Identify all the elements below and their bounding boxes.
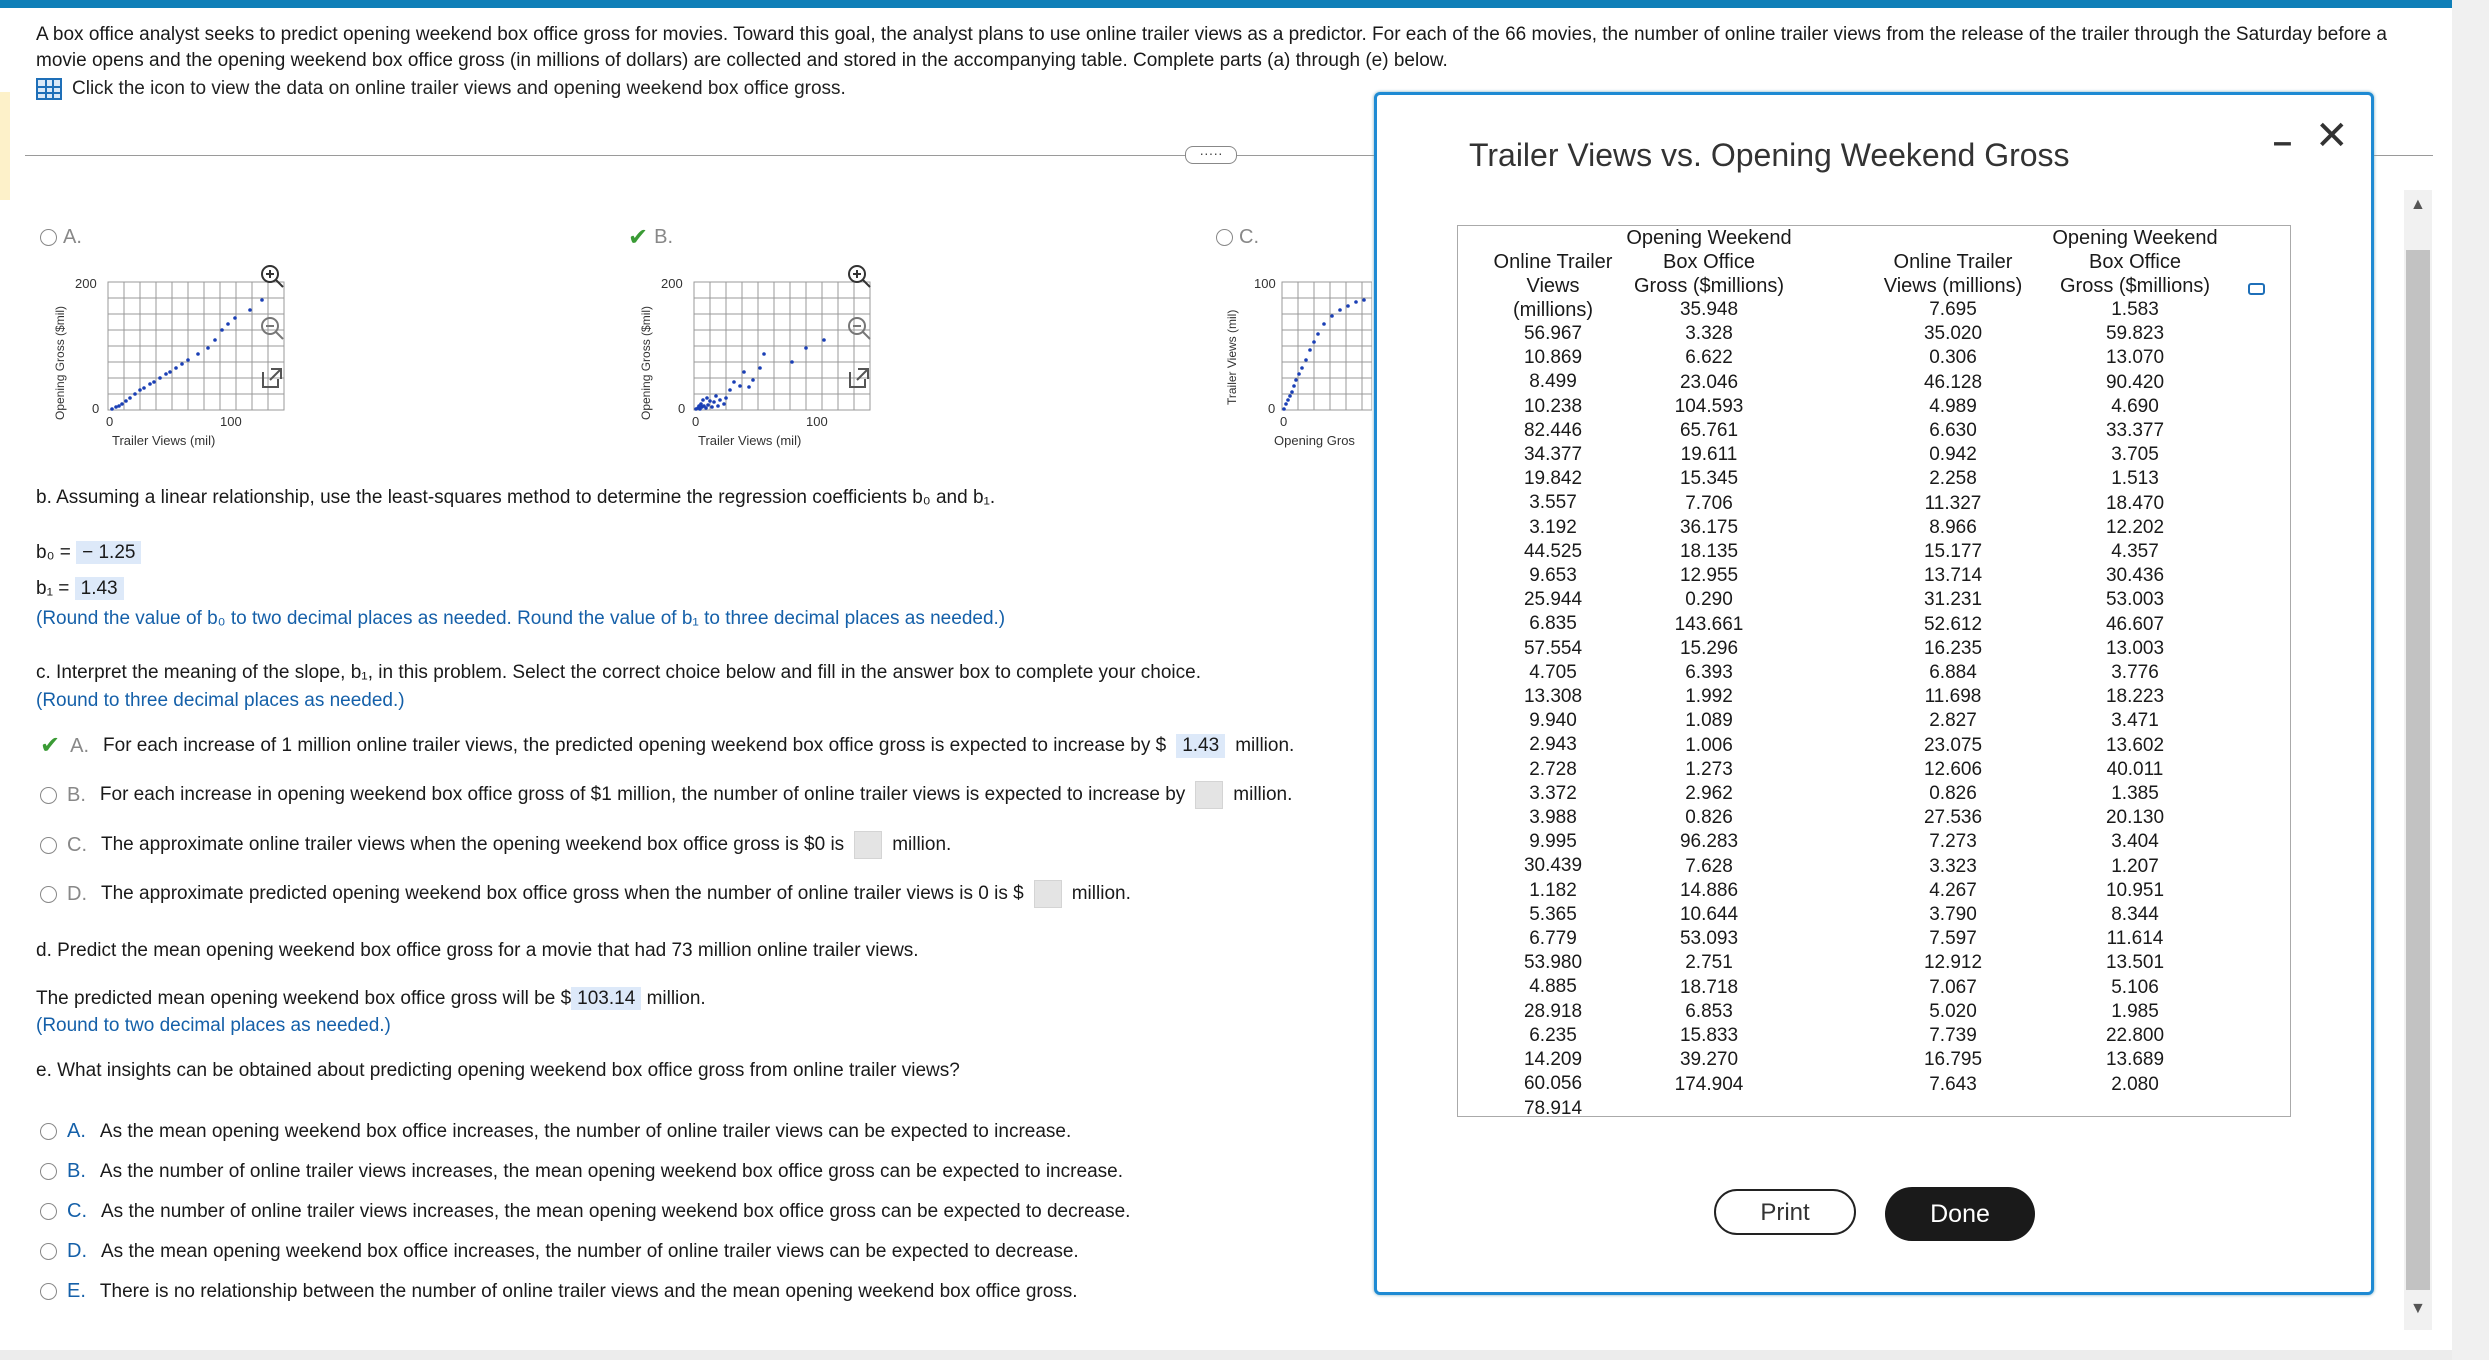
table-cell: 6.884 xyxy=(1929,662,1977,684)
part-c-choice-d[interactable] xyxy=(40,880,1131,908)
plot-c-xzero: 0 xyxy=(1280,414,1288,429)
col-values xyxy=(1488,322,1618,1121)
plot-a-ylabel: Opening Gross ($mil) xyxy=(53,305,67,420)
table-cell: 3.471 xyxy=(2111,710,2159,732)
plot-c-letter: C. xyxy=(1239,226,1259,248)
col-header: Box Office xyxy=(1663,251,1755,273)
zoom-out-icon[interactable] xyxy=(258,314,286,342)
plot-c-xlabel: Opening Gros xyxy=(1274,433,1355,448)
done-button[interactable]: Done xyxy=(1885,1187,2035,1241)
slope-answer[interactable]: 1.43 xyxy=(1176,734,1225,758)
table-cell: 1.992 xyxy=(1685,686,1733,708)
part-d-hint: (Round to two decimal places as needed.) xyxy=(36,1015,391,1036)
table-cell: 28.918 xyxy=(1523,1000,1583,1022)
table-cell: 8.499 xyxy=(1529,371,1577,393)
part-d-answer-row xyxy=(36,988,706,1010)
col-header: Online Trailer xyxy=(1893,251,2013,273)
plot-a-xend: 100 xyxy=(220,414,242,429)
table-cell: 56.967 xyxy=(1523,323,1583,344)
plot-a-letter: A. xyxy=(63,226,82,248)
table-cell: 3.372 xyxy=(1529,782,1577,804)
table-cell: 3.776 xyxy=(2111,662,2159,684)
table-col-views-left xyxy=(1488,226,1618,1121)
prediction-answer[interactable]: 103.14 xyxy=(571,987,641,1010)
table-cell: 1.583 xyxy=(2111,299,2159,320)
part-c-hint: (Round to three decimal places as needed.) xyxy=(36,690,405,711)
col-header: Online Trailer xyxy=(1493,251,1613,273)
choice-text: The approximate online trailer views when the opening weekend box office gross is $0 is xyxy=(101,834,845,855)
table-icon[interactable] xyxy=(36,78,62,100)
col-header: Box Office xyxy=(2089,251,2181,273)
col-header: Gross ($millions) xyxy=(1633,275,1785,297)
table-cell: 9.653 xyxy=(1529,565,1577,587)
plot-b-yzero: 0 xyxy=(678,401,686,416)
table-cell: 12.606 xyxy=(1923,758,1983,780)
table-cell: 39.270 xyxy=(1679,1049,1739,1071)
table-cell: 2.943 xyxy=(1529,734,1577,756)
part-b-hint: (Round the value of b₀ to two decimal places as needed. Round the value of b₁ to three decimal places as needed.) xyxy=(36,608,1006,629)
table-cell: 3.790 xyxy=(1929,904,1977,926)
table-cell: 4.357 xyxy=(2111,541,2159,563)
table-cell: 22.800 xyxy=(2105,1025,2165,1047)
radio-button[interactable] xyxy=(40,1283,57,1300)
table-cell: 16.795 xyxy=(1923,1049,1983,1071)
choice-letter: B. xyxy=(67,783,86,806)
table-cell: 60.056 xyxy=(1523,1073,1583,1095)
choice-suffix: million. xyxy=(1235,735,1295,756)
table-cell: 0.942 xyxy=(1929,444,1977,466)
table-cell: 53.093 xyxy=(1679,928,1739,950)
table-cell: 1.182 xyxy=(1529,879,1577,901)
plot-b-xlabel: Trailer Views (mil) xyxy=(698,433,802,448)
table-cell: 8.966 xyxy=(1929,516,1977,538)
part-d-prompt: d. Predict the mean opening weekend box office gross for a movie that had 73 million online trailer views. xyxy=(36,940,919,961)
plot-b-letter: B. xyxy=(654,226,674,248)
table-cell: 1.006 xyxy=(1685,734,1733,756)
table-cell: 13.714 xyxy=(1923,565,1983,587)
part-b-prompt: b. Assuming a linear relationship, use the least-squares method to determine the regression coefficients b₀ and b₁. xyxy=(36,487,996,508)
table-cell: 19.842 xyxy=(1523,468,1583,490)
table-cell: 23.046 xyxy=(1679,371,1739,393)
plot-c-ylabel: Trailer Views (mil) xyxy=(1225,309,1239,405)
table-col-gross-right xyxy=(2040,226,2230,1097)
zoom-out-icon[interactable] xyxy=(845,314,873,342)
minimize-icon[interactable]: – xyxy=(2273,123,2292,161)
table-cell: 0.826 xyxy=(1929,783,1977,805)
choice-suffix: million. xyxy=(1233,784,1293,805)
table-cell: 3.323 xyxy=(1929,855,1977,877)
choice-text: For each increase of 1 million online trailer views, the predicted opening weekend box office gross is expected to increase by $ xyxy=(103,735,1167,756)
table-cell: 2.728 xyxy=(1529,758,1577,780)
table-cell: 1.513 xyxy=(2111,468,2159,490)
plot-a-yzero: 0 xyxy=(92,401,100,416)
choice-text: As the number of online trailer views increases, the mean opening weekend box office gross can be expected to increase. xyxy=(99,1160,1123,1182)
table-cell: 3.557 xyxy=(1529,492,1577,514)
table-cell: 4.705 xyxy=(1529,661,1577,683)
col-values xyxy=(1878,298,2028,1097)
table-cell: 3.988 xyxy=(1529,807,1577,829)
table-cell: 2.080 xyxy=(2111,1073,2159,1095)
table-cell: 15.296 xyxy=(1679,637,1739,659)
table-cell: 15.177 xyxy=(1923,541,1983,563)
table-cell: 7.067 xyxy=(1929,976,1977,998)
table-cell: 7.695 xyxy=(1929,299,1977,320)
col-header: Opening Weekend xyxy=(1626,227,1792,249)
table-cell: 18.470 xyxy=(2105,492,2165,514)
table-cell: 11.327 xyxy=(1924,492,1982,514)
choice-letter: D. xyxy=(67,1240,87,1262)
table-cell: 0.306 xyxy=(1929,347,1977,369)
choice-letter: D. xyxy=(67,882,87,905)
table-cell: 6.779 xyxy=(1529,928,1577,950)
table-cell: 9.995 xyxy=(1529,831,1577,853)
choice-text: For each increase in opening weekend box office gross of $1 million, the number of online trailer views is expected to increase by xyxy=(99,784,1186,805)
close-icon[interactable]: ✕ xyxy=(2315,114,2349,158)
answer-box[interactable] xyxy=(1195,781,1223,809)
table-cell: 2.258 xyxy=(1929,468,1977,490)
table-cell: 46.128 xyxy=(1923,371,1983,393)
table-cell: 96.283 xyxy=(1679,831,1739,853)
table-cell: 4.989 xyxy=(1929,395,1977,417)
table-cell: 5.020 xyxy=(1929,1000,1977,1022)
radio-plot-a[interactable] xyxy=(40,229,57,246)
table-cell: 7.643 xyxy=(1929,1073,1977,1095)
table-cell: 1.273 xyxy=(1685,758,1733,780)
part-e-choice-e[interactable] xyxy=(40,1280,1078,1303)
table-cell: 13.501 xyxy=(2105,952,2165,974)
table-cell: 44.525 xyxy=(1523,540,1583,562)
data-dialog xyxy=(1374,92,2374,1295)
plot-option-c[interactable] xyxy=(1216,226,1259,249)
table-col-views-right xyxy=(1878,226,2028,1097)
table-cell: 13.308 xyxy=(1523,686,1583,708)
top-accent-bar xyxy=(0,0,2452,8)
table-cell: 6.393 xyxy=(1685,662,1733,684)
table-cell: 14.209 xyxy=(1523,1049,1583,1071)
table-cell: 7.739 xyxy=(1929,1025,1977,1047)
plot-b-ytop: 200 xyxy=(661,276,683,291)
b1-row xyxy=(36,578,124,600)
b1-answer[interactable]: 1.43 xyxy=(75,577,124,600)
part-e-choice-b[interactable] xyxy=(40,1160,1123,1183)
table-cell: 143.661 xyxy=(1674,613,1744,635)
plot-option-a[interactable] xyxy=(40,226,82,249)
table-cell: 13.070 xyxy=(2105,347,2165,369)
table-cell: 0.290 xyxy=(1685,589,1733,611)
table-cell: 3.192 xyxy=(1529,516,1577,538)
zoom-in-icon[interactable] xyxy=(258,262,286,290)
table-cell: 15.345 xyxy=(1679,468,1739,490)
radio-button[interactable] xyxy=(40,1243,57,1260)
table-cell: 3.705 xyxy=(2111,444,2159,466)
table-cell: 1.385 xyxy=(2111,783,2159,805)
table-cell: 82.446 xyxy=(1523,419,1583,441)
col-header: Views (millions) xyxy=(1883,275,2023,297)
choice-text: As the mean opening weekend box office increases, the number of online trailer views can be expected to increase. xyxy=(99,1120,1072,1142)
table-cell: 12.202 xyxy=(2105,516,2165,538)
plot-b-grid xyxy=(694,282,870,410)
data-link[interactable] xyxy=(36,78,846,100)
plot-b-xend: 100 xyxy=(806,414,828,429)
col-header: Views (millions) xyxy=(1513,275,1593,321)
open-new-window-icon[interactable] xyxy=(258,364,286,392)
choice-text: As the mean opening weekend box office increases, the number of online trailer views can be expected to decrease. xyxy=(101,1240,1079,1262)
table-cell: 2.827 xyxy=(1929,710,1977,732)
table-cell: 52.612 xyxy=(1923,613,1983,635)
table-cell: 10.238 xyxy=(1523,395,1583,417)
table-cell: 6.853 xyxy=(1685,1000,1733,1022)
table-cell: 53.980 xyxy=(1523,952,1583,974)
radio-button[interactable] xyxy=(40,1163,57,1180)
table-cell: 8.344 xyxy=(2111,904,2159,926)
table-cell: 6.835 xyxy=(1529,613,1577,635)
table-cell: 10.644 xyxy=(1679,904,1739,926)
plot-a-ytop: 200 xyxy=(75,276,97,291)
table-cell: 18.135 xyxy=(1679,541,1739,563)
open-new-window-icon[interactable] xyxy=(845,364,873,392)
table-col-gross-left xyxy=(1618,226,1800,1097)
answer-box[interactable] xyxy=(854,831,882,859)
checkmark-icon: ✔ xyxy=(628,223,649,251)
col-values xyxy=(1618,298,1800,1097)
choice-letter: A. xyxy=(70,734,90,757)
table-cell: 30.436 xyxy=(2105,565,2165,587)
table-cell: 174.904 xyxy=(1674,1073,1744,1095)
table-cell: 15.833 xyxy=(1679,1025,1739,1047)
table-cell: 35.948 xyxy=(1679,299,1739,320)
b0-label: b₀ = xyxy=(36,542,71,563)
table-cell: 13.602 xyxy=(2105,734,2165,756)
table-cell: 34.377 xyxy=(1523,444,1583,466)
table-cell: 27.536 xyxy=(1923,807,1983,829)
table-cell: 13.003 xyxy=(2105,637,2165,659)
choice-text: There is no relationship between the number of online trailer views and the mean opening weekend box office gross. xyxy=(99,1280,1078,1302)
table-cell: 18.223 xyxy=(2105,686,2165,708)
part-e-prompt: e. What insights can be obtained about predicting opening weekend box office gross from online trailer views? xyxy=(36,1060,960,1081)
part-c-choice-b[interactable] xyxy=(40,781,1292,809)
choice-text: The approximate predicted opening weekend box office gross when the number of online trailer views is 0 is $ xyxy=(101,883,1024,904)
table-cell: 7.597 xyxy=(1929,928,1977,950)
table-cell: 33.377 xyxy=(2105,420,2165,442)
radio-button[interactable] xyxy=(40,837,57,854)
plot-option-b[interactable] xyxy=(628,223,674,251)
choice-letter: E. xyxy=(67,1280,86,1302)
part-e-choice-d[interactable] xyxy=(40,1240,1079,1263)
plot-b-xzero: 0 xyxy=(692,414,700,429)
radio-button[interactable] xyxy=(40,1203,57,1220)
radio-button[interactable] xyxy=(40,886,57,903)
table-cell: 20.130 xyxy=(2105,807,2165,829)
problem-statement: A box office analyst seeks to predict opening weekend box office gross for movies. Toward this goal, the analyst plans to use online trailer views as a predictor. For each of the 66 movies, the number of online trailer views from the release of the trailer through the Saturday before a movie opens and the opening weekend box office gross (in millions of dollars) are collected and stored in the accompanying table. Complete parts (a) through (e) below. xyxy=(36,24,2387,71)
scatterplot-b xyxy=(636,270,896,455)
table-cell: 12.955 xyxy=(1679,565,1739,587)
table-cell: 25.944 xyxy=(1523,589,1583,611)
table-cell: 31.231 xyxy=(1923,589,1983,611)
b0-row xyxy=(36,542,141,564)
radio-button[interactable] xyxy=(40,787,57,804)
table-cell: 18.718 xyxy=(1679,976,1739,998)
table-cell: 2.962 xyxy=(1685,783,1733,805)
table-cell: 1.985 xyxy=(2111,1000,2159,1022)
table-cell: 90.420 xyxy=(2105,371,2165,393)
table-cell: 36.175 xyxy=(1679,516,1739,538)
choice-letter: A. xyxy=(67,1120,86,1142)
choice-suffix: million. xyxy=(892,834,952,855)
table-cell: 11.614 xyxy=(2106,928,2164,950)
part-e-choice-c[interactable] xyxy=(40,1200,1130,1223)
print-button[interactable]: Print xyxy=(1714,1189,1856,1235)
plot-c-ytop: 100 xyxy=(1254,276,1276,291)
table-cell: 5.365 xyxy=(1529,903,1577,925)
data-link-label[interactable]: Click the icon to view the data on online trailer views and opening weekend box office gross. xyxy=(72,78,846,99)
plot-a-xzero: 0 xyxy=(106,414,114,429)
table-cell: 4.690 xyxy=(2111,395,2159,417)
table-cell: 7.628 xyxy=(1685,855,1733,877)
table-cell: 6.235 xyxy=(1529,1024,1577,1046)
checkmark-icon: ✔ xyxy=(40,732,61,759)
window-right-edge xyxy=(2452,0,2489,1360)
table-cell: 10.951 xyxy=(2105,879,2165,901)
table-cell: 19.611 xyxy=(1680,444,1738,466)
answer-suffix: million. xyxy=(646,988,706,1009)
table-cell: 53.003 xyxy=(2105,589,2165,611)
table-cell: 59.823 xyxy=(2105,323,2165,345)
b0-answer[interactable]: − 1.25 xyxy=(76,541,141,564)
table-cell: 16.235 xyxy=(1923,637,1983,659)
table-cell: 57.554 xyxy=(1523,637,1583,659)
data-table xyxy=(1457,225,2291,1117)
table-cell: 7.273 xyxy=(1929,831,1977,853)
b1-label: b₁ = xyxy=(36,578,70,599)
table-cell: 4.267 xyxy=(1929,879,1977,901)
choice-letter: B. xyxy=(67,1160,86,1182)
table-cell: 3.328 xyxy=(1685,323,1733,345)
table-cell: 104.593 xyxy=(1674,395,1744,417)
choice-text: As the number of online trailer views increases, the mean opening weekend box office gross can be expected to decrease. xyxy=(101,1200,1131,1222)
expand-more-button[interactable]: ····· xyxy=(1185,146,1237,164)
scrollbar-thumb[interactable] xyxy=(2406,250,2430,1290)
table-cell: 0.826 xyxy=(1685,807,1733,829)
table-cell: 9.940 xyxy=(1529,710,1577,732)
table-cell: 13.689 xyxy=(2105,1049,2165,1071)
col-header: Gross ($millions) xyxy=(2059,275,2211,297)
table-cell: 30.439 xyxy=(1523,855,1583,877)
radio-plot-c[interactable] xyxy=(1216,229,1233,246)
col-values xyxy=(2040,298,2230,1097)
plot-a-xlabel: Trailer Views (mil) xyxy=(112,433,216,448)
table-cell: 14.886 xyxy=(1679,879,1739,901)
table-cell: 1.089 xyxy=(1685,710,1733,732)
left-highlight-bar xyxy=(0,92,10,200)
plot-b-ylabel: Opening Gross ($mil) xyxy=(639,305,653,420)
radio-button[interactable] xyxy=(40,1123,57,1140)
table-cell: 7.706 xyxy=(1685,492,1733,514)
plot-c-grid xyxy=(1282,282,1372,410)
copy-icon[interactable] xyxy=(2248,283,2265,295)
table-cell: 40.011 xyxy=(2106,758,2164,780)
zoom-in-icon[interactable] xyxy=(845,262,873,290)
table-cell: 12.912 xyxy=(1923,952,1983,974)
scroll-down-icon[interactable]: ▼ xyxy=(2410,1300,2426,1317)
choice-letter: C. xyxy=(67,1200,87,1222)
dialog-title: Trailer Views vs. Opening Weekend Gross xyxy=(1469,137,2070,173)
window-bottom-edge xyxy=(0,1350,2452,1360)
choice-suffix: million. xyxy=(1071,883,1131,904)
scatterplot-a xyxy=(50,270,310,455)
table-cell: 46.607 xyxy=(2105,613,2165,635)
table-cell: 78.914 xyxy=(1523,1097,1583,1119)
col-header: Opening Weekend xyxy=(2052,227,2218,249)
answer-prefix: The predicted mean opening weekend box office gross will be $ xyxy=(36,988,572,1009)
answer-box[interactable] xyxy=(1034,880,1062,908)
table-cell: 2.751 xyxy=(1685,952,1733,974)
table-cell: 23.075 xyxy=(1923,734,1983,756)
choice-letter: C. xyxy=(67,833,87,856)
table-cell: 6.630 xyxy=(1929,420,1977,442)
table-cell: 6.622 xyxy=(1685,347,1733,369)
table-cell: 35.020 xyxy=(1923,323,1983,345)
scroll-up-icon[interactable]: ▲ xyxy=(2410,196,2426,213)
table-cell: 1.207 xyxy=(2111,855,2159,877)
scatterplot-c xyxy=(1222,270,1372,455)
table-cell: 10.869 xyxy=(1523,347,1583,369)
plot-c-yzero: 0 xyxy=(1268,401,1276,416)
part-c-choice-a[interactable] xyxy=(40,734,1294,758)
part-e-choice-a[interactable] xyxy=(40,1120,1071,1143)
part-c-choice-c[interactable] xyxy=(40,831,951,859)
table-cell: 3.404 xyxy=(2111,831,2159,853)
table-cell: 11.698 xyxy=(1924,686,1982,708)
table-cell: 5.106 xyxy=(2111,976,2159,998)
part-c-prompt: c. Interpret the meaning of the slope, b₁, in this problem. Select the correct choice below and fill in the answer box to complete your choice. xyxy=(36,662,1201,683)
table-cell: 65.761 xyxy=(1679,420,1739,442)
table-cell: 4.885 xyxy=(1529,976,1577,998)
